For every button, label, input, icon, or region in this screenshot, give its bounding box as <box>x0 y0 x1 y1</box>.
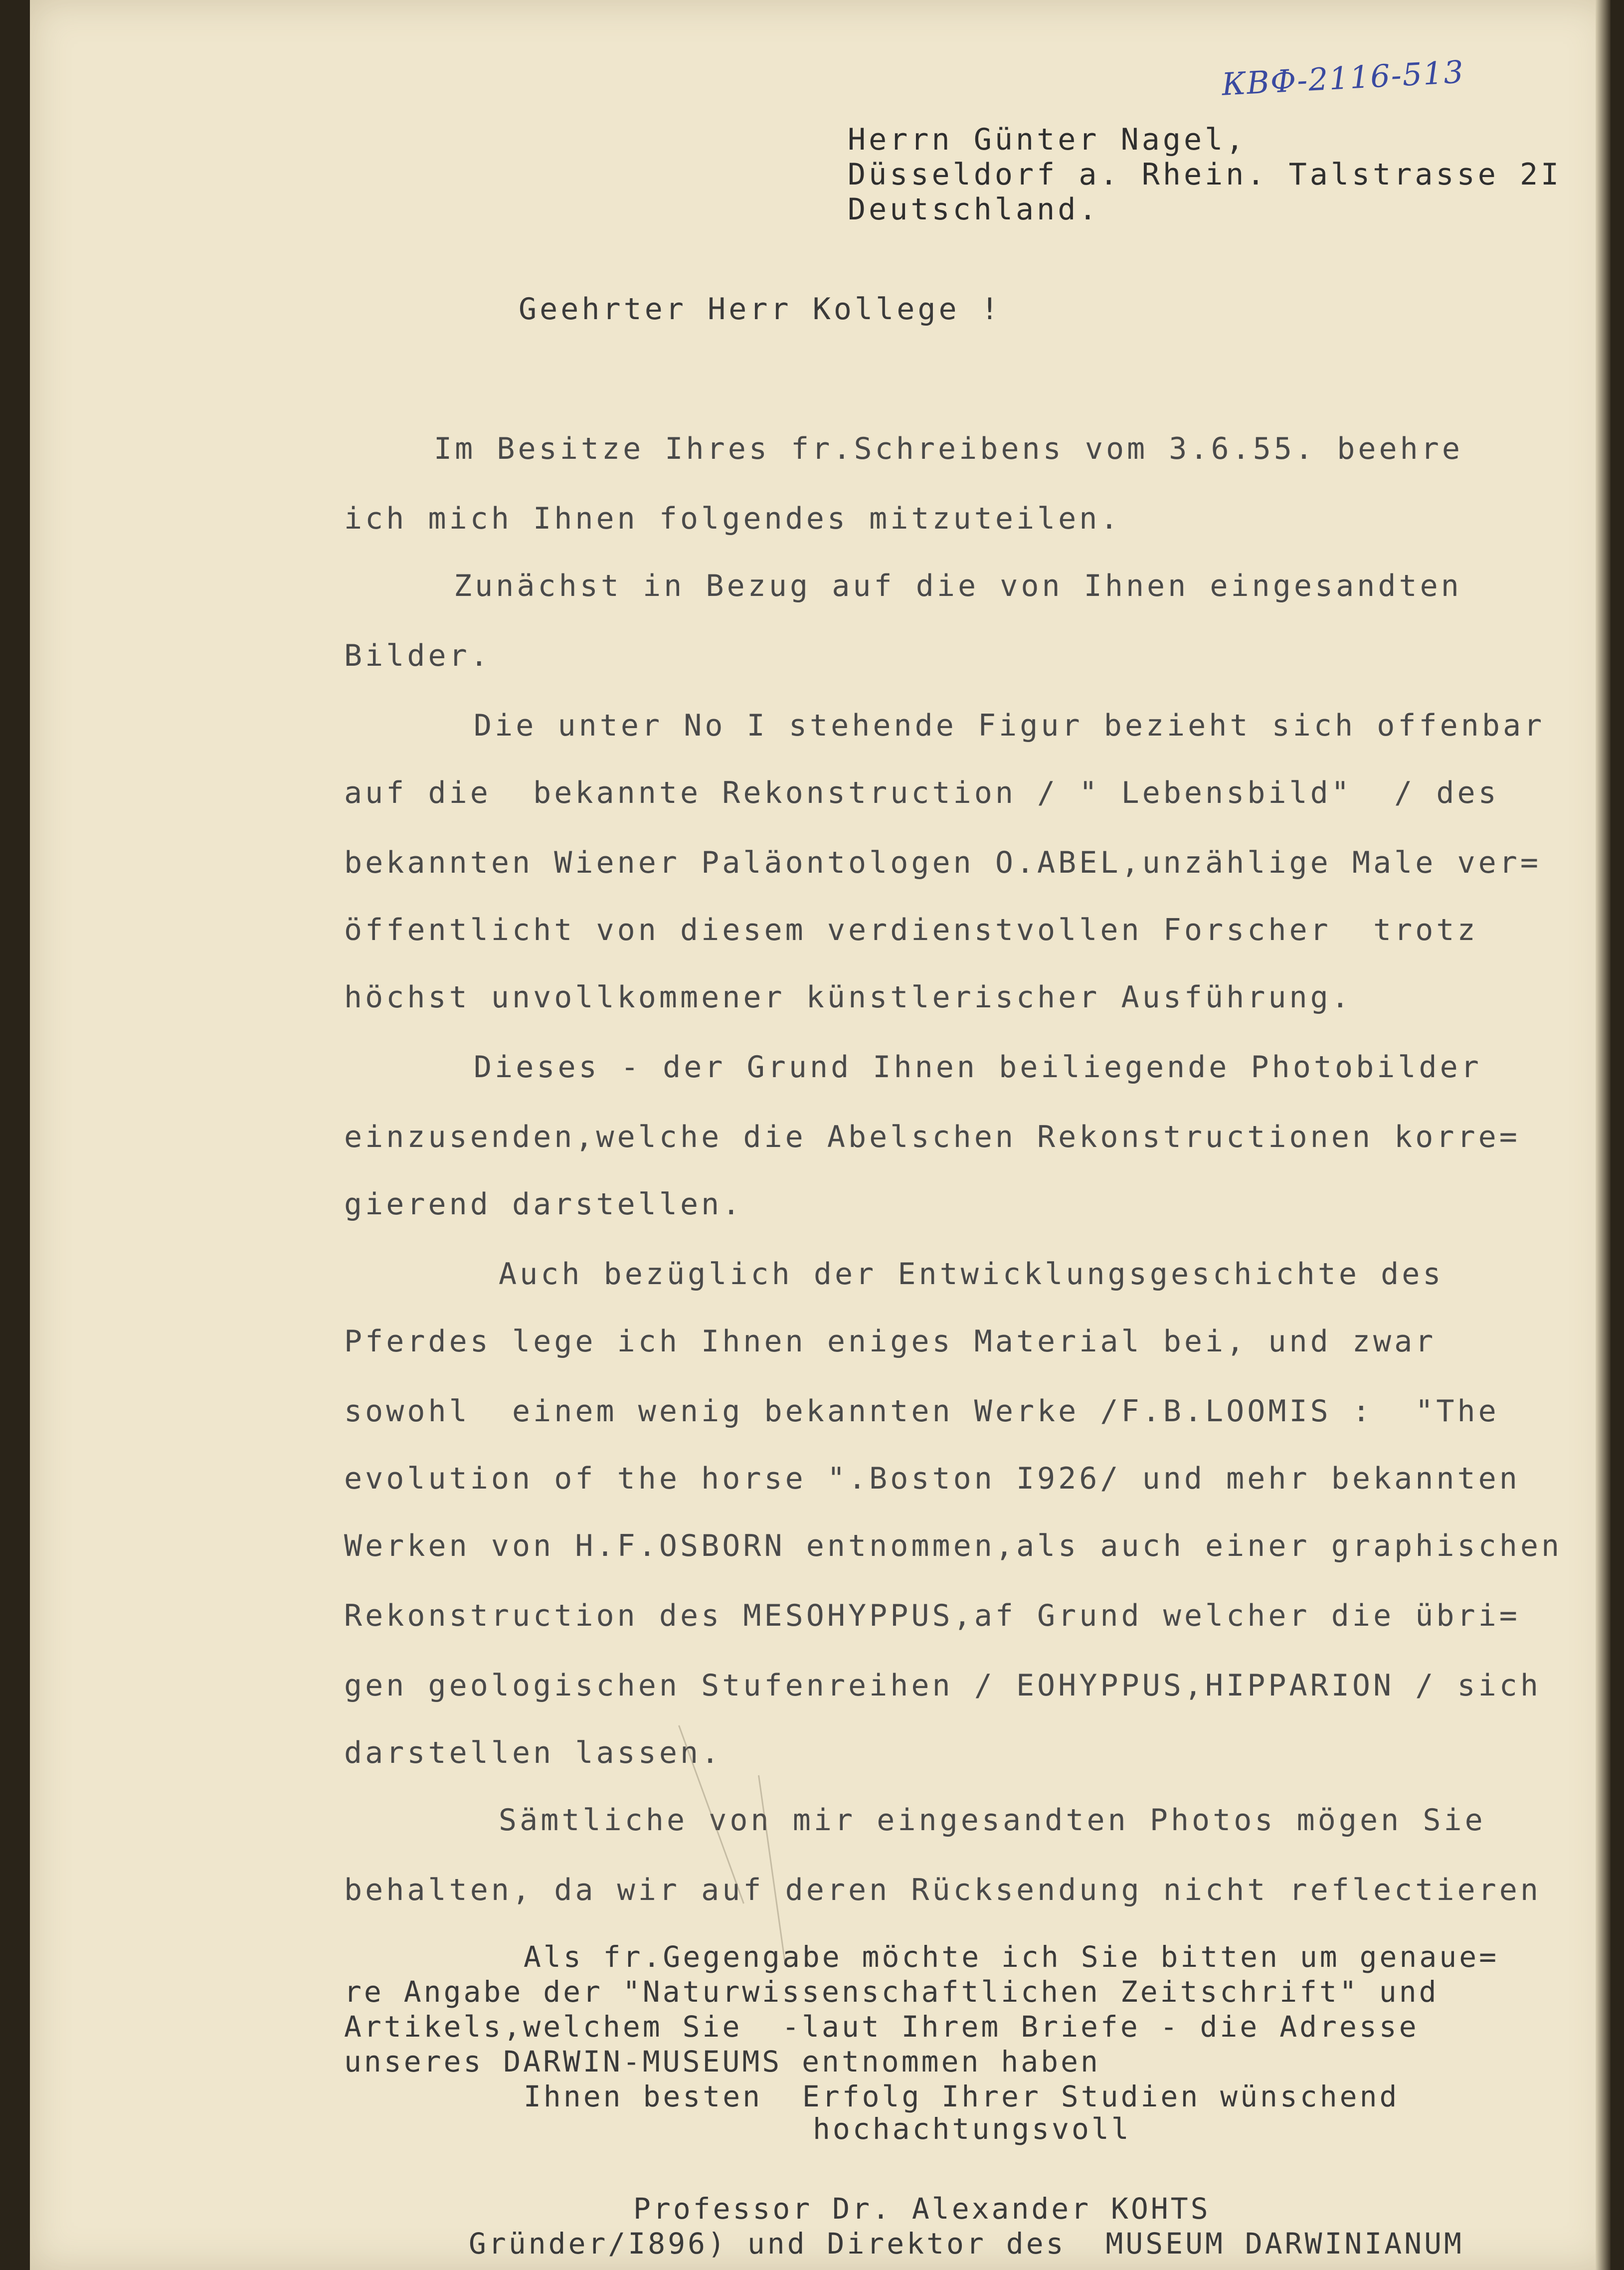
body-line: Rekonstruction des MESOHYPPUS,af Grund welcher die übri= <box>344 1598 1520 1633</box>
closing-line: Ihnen besten Erfolg Ihrer Studien wünschend <box>524 2080 1400 2113</box>
body-line: Die unter No I stehende Figur bezieht sich offenbar <box>474 708 1545 743</box>
recipient-line: Düsseldorf a. Rhein. Talstrasse 2I <box>848 157 1562 192</box>
page-edge <box>1596 0 1611 2270</box>
signature-line: Gründer/I896) und Direktor des MUSEUM DARWINIANUM <box>469 2227 1464 2261</box>
body-line: Pferdes lege ich Ihnen eniges Material bei, und zwar <box>344 1324 1437 1359</box>
closing-line: unseres DARWIN-MUSEUMS entnommen haben <box>344 2045 1100 2079</box>
body-line: gen geologischen Stufenreihen / EOHYPPUS,HIPPARION / sich <box>344 1668 1542 1703</box>
body-line: Auch bezüglich der Entwicklungsgeschichte des <box>499 1257 1444 1292</box>
body-line: höchst unvollkommener künstlerischer Ausführung. <box>344 980 1352 1015</box>
body-line: behalten, da wir auf deren Rücksendung nicht reflectieren <box>344 1873 1542 1907</box>
body-line: Dieses - der Grund Ihnen beiliegende Photobilder <box>474 1050 1482 1085</box>
body-line: öffentlicht von diesem verdienstvollen Forscher trotz <box>344 913 1478 947</box>
recipient-line: Herrn Günter Nagel, <box>848 122 1247 157</box>
archive-number: КВФ-2116-513 <box>1221 53 1465 103</box>
body-line: ich mich Ihnen folgendes mitzuteilen. <box>344 501 1121 536</box>
signature-line: Professor Dr. Alexander KOHTS <box>633 2192 1211 2226</box>
body-line: auf die bekannte Rekonstruction / " Lebensbild" / des <box>344 775 1499 810</box>
body-line: gierend darstellen. <box>344 1187 743 1222</box>
body-line: Zunächst in Bezug auf die von Ihnen eingesandten <box>454 568 1462 603</box>
closing-line: hochachtungsvoll <box>813 2112 1131 2146</box>
letter-page <box>30 0 1611 2270</box>
body-line: Sämtliche von mir eingesandten Photos mögen Sie <box>499 1803 1486 1838</box>
closing-line: Artikels,welchem Sie -laut Ihrem Briefe - die Adresse <box>344 2010 1419 2044</box>
body-line: darstellen lassen. <box>344 1735 722 1770</box>
body-line: Werken von H.F.OSBORN entnommen,als auch einer graphischen <box>344 1528 1563 1563</box>
body-line: evolution of the horse ".Boston I926/ und mehr bekannten <box>344 1461 1520 1496</box>
recipient-line: Deutschland. <box>848 192 1100 227</box>
body-line: Bilder. <box>344 638 491 673</box>
body-line: einzusenden,welche die Abelschen Rekonstructionen korre= <box>344 1120 1520 1154</box>
body-line: sowohl einem wenig bekannten Werke /F.B.LOOMIS : "The <box>344 1394 1499 1429</box>
closing-line: re Angabe der "Naturwissenschaftlichen Zeitschrift" und <box>344 1975 1439 2009</box>
body-line: bekannten Wiener Paläontologen O.ABEL,unzählige Male ver= <box>344 845 1542 880</box>
salutation: Geehrter Herr Kollege ! <box>519 292 1002 327</box>
closing-line: Als fr.Gegengabe möchte ich Sie bitten um genaue= <box>524 1940 1499 1974</box>
body-line: Im Besitze Ihres fr.Schreibens vom 3.6.55. beehre <box>434 431 1463 466</box>
